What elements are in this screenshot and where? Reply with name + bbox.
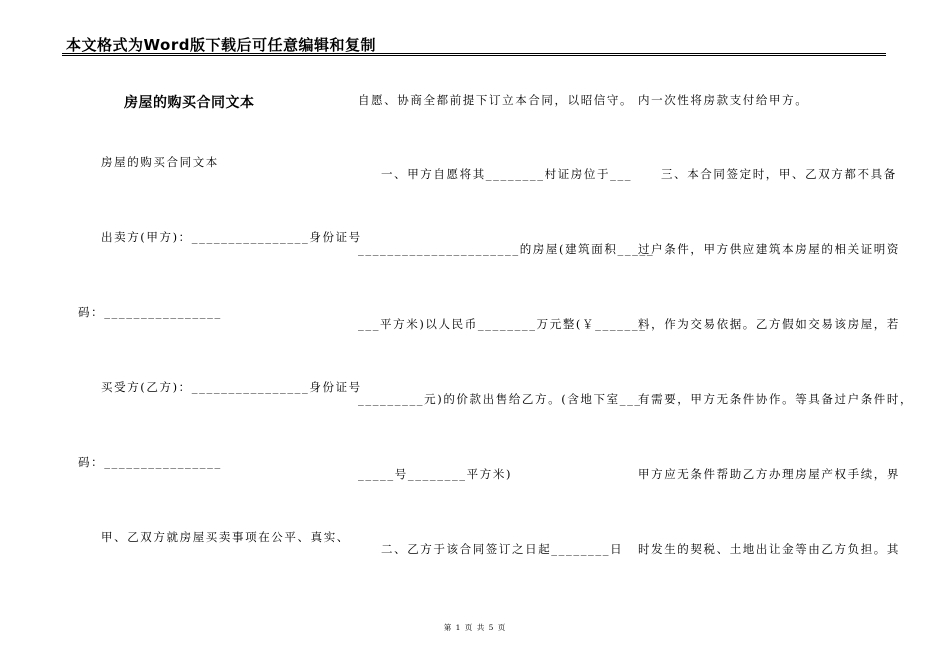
paragraph-line: ___平方米)以人民币________万元整(￥_______ [358,317,647,331]
paragraph-line: 过户条件，甲方供应建筑本房屋的相关证明资 [638,242,900,256]
clause-2-line: 二、乙方于该合同签订之日起________日 [381,542,624,556]
page-number: 第 1 页 共 5 页 [443,623,507,632]
paragraph-line: ______________________的房屋(建筑面积_____ [358,242,655,256]
paragraph-line: 甲方应无条件帮助乙方办理房屋产权手续，界 [638,467,900,481]
seller-line: 出卖方(甲方)：________________身份证号 [101,230,362,244]
header-rule-bottom [62,55,886,56]
paragraph-line: 房屋的购买合同文本 [101,155,219,169]
seller-id-line: 码：________________ [78,305,222,319]
paragraph-line: 甲、乙双方就房屋买卖事项在公平、真实、 [101,530,350,544]
paragraph-line: 内一次性将房款支付给甲方。 [638,93,809,107]
document-header: 本文格式为Word版下载后可任意编辑和复制 [66,36,376,54]
buyer-id-line: 码：________________ [78,455,222,469]
paragraph-line: 自愿、协商全都前提下订立本合同，以昭信守。 [358,93,634,107]
clause-1-line: 一、甲方自愿将其________村证房位于___ [381,167,633,181]
paragraph-line: 有需要，甲方无条件协作。等具备过户条件时， [638,392,914,406]
document-title: 房屋的购买合同文本 [124,95,255,111]
buyer-line: 买受方(乙方)：________________身份证号 [101,380,362,394]
paragraph-line: _________元)的价款出售给乙方。(含地下室___ [358,392,642,406]
clause-3-line: 三、本合同签定时，甲、乙双方都不具备 [661,167,897,181]
paragraph-line: 时发生的契税、土地出让金等由乙方负担。其 [638,542,900,556]
paragraph-line: 料，作为交易依据。乙方假如交易该房屋，若 [638,317,900,331]
header-rule-top [62,53,886,54]
paragraph-line: _____号________平方米) [358,467,513,481]
